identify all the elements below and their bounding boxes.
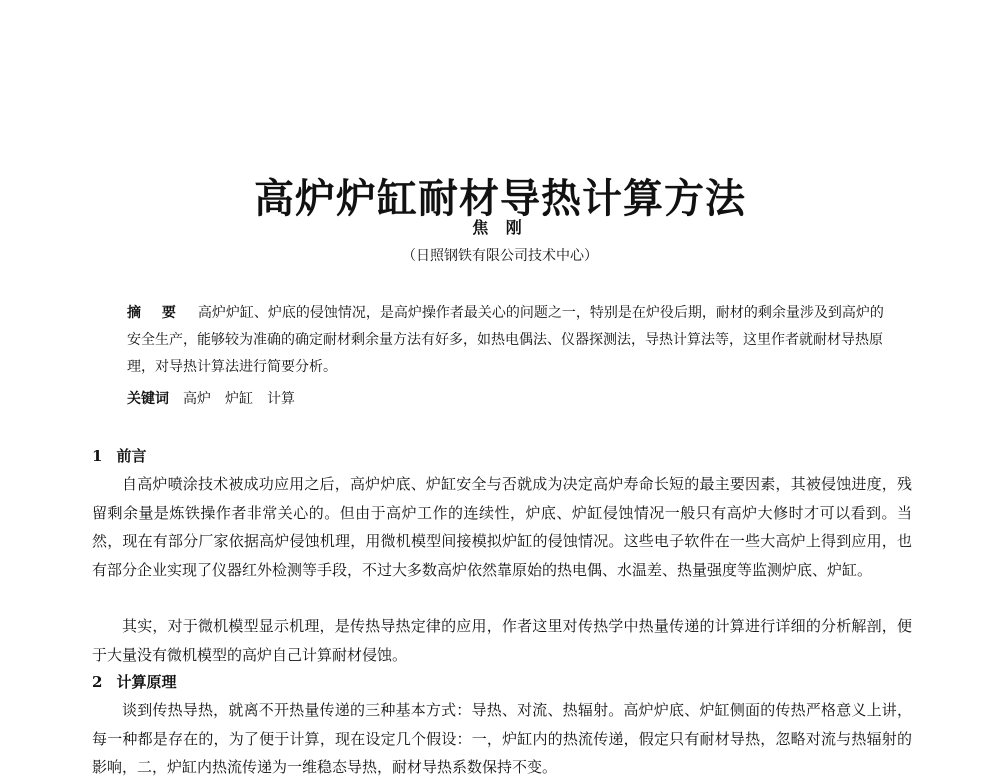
keyword-item: 炉缸 — [225, 391, 253, 407]
paper-title: 高炉炉缸耐材导热计算方法 — [254, 174, 746, 222]
abstract-text: 高炉炉缸、炉底的侵蚀情况，是高炉操作者最关心的问题之一，特别是在炉役后期，耐材的剩余量涉及到高炉的安全生产，能够较为准确的确定耐材剩余量方法有好多，如热电偶法、仪器探测法，导热计算法等，这里作者就耐材导热原理，对导热计算法进行简要分析。 — [127, 305, 884, 375]
section-heading-introduction — [92, 444, 146, 468]
abstract — [127, 300, 887, 381]
keyword-item: 计算 — [267, 391, 295, 407]
section-title: 计算原理 — [116, 673, 177, 691]
section-heading-principle — [92, 670, 176, 694]
author-name: 焦 刚 — [472, 218, 528, 237]
keywords-label: 关键词 — [127, 391, 169, 407]
section-title: 前言 — [116, 447, 147, 465]
section-number: 2 — [92, 673, 103, 691]
author-affiliation: （日照钢铁有限公司技术中心） — [402, 248, 598, 264]
body-paragraph: 自高炉喷涂技术被成功应用之后，高炉炉底、炉缸安全与否就成为决定高炉寿命长短的最主要因素，其被侵蚀进度，残留剩余量是炼铁操作者非常关心的。但由于高炉工作的连续性，炉底、炉缸侵蚀情况一般只有高炉大修时才可以看到。当然，现在有部分厂家依据高炉侵蚀机理，用微机模型间接模拟炉缸的侵蚀情况。这些电子软件在一些大高炉上得到应用，也有部分企业实现了仪器红外检测等手段，不过大多数高炉依然靠原始的热电偶、水温差、热量强度等监测炉底、炉缸。 — [92, 475, 912, 579]
body-paragraph: 其实，对于微机模型显示机理，是传热导热定律的应用，作者这里对传热学中热量传递的计算进行详细的分析解剖，便于大量没有微机模型的高炉自己计算耐材侵蚀。 — [92, 617, 912, 664]
body-paragraph: 谈到传热导热，就离不开热量传递的三种基本方式：导热、对流、热辐射。高炉炉底、炉缸侧面的传热严格意义上讲，每一种都是存在的，为了便于计算，现在设定几个假设：一，炉缸内的热流传递，假定只有耐材导热，忽略对流与热辐射的影响，二，炉缸内热流传递为一维稳态导热，耐材导热系数保持不变。 — [92, 701, 912, 776]
section-number: 1 — [92, 447, 103, 465]
keywords — [127, 387, 309, 411]
abstract-label: 摘 要 — [127, 305, 184, 321]
keyword-item: 高炉 — [183, 391, 211, 407]
